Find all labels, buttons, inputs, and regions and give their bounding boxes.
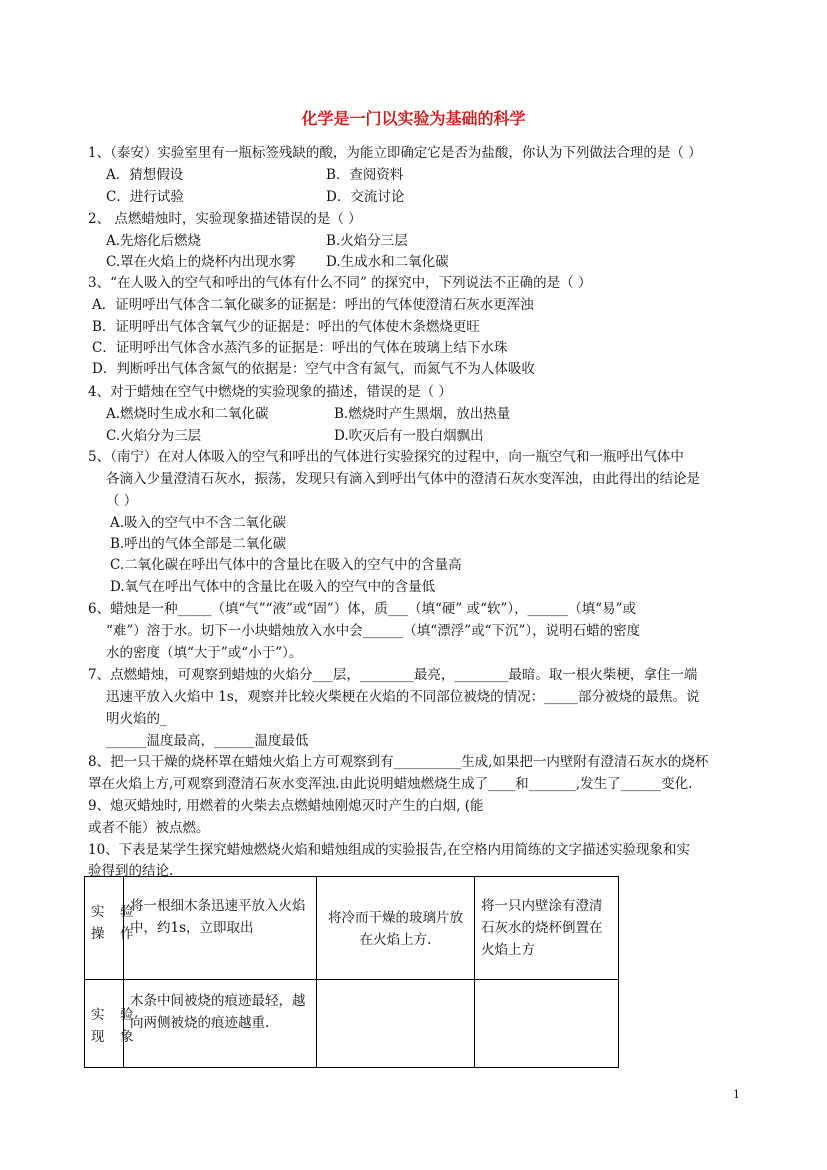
q9-line2: 或者不能）被点燃。 [88, 820, 210, 836]
q9-line1: 9、熄灭蜡烛时, 用燃着的火柴去点燃蜡烛刚熄灭时产生的白烟, (能 [88, 798, 484, 814]
q2-stem: 2、 点燃蜡烛时，实验现象描述错误的是（ ） [88, 211, 362, 227]
q3-option-a: A．证明呼出气体含二氧化碳多的证据是：呼出的气体使澄清石灰水更浑浊 [92, 297, 534, 313]
q1-option-c: C．进行试验 [106, 189, 184, 205]
q4-stem: 4、对于蜡烛在空气中燃烧的实验现象的描述，错误的是（ ） [88, 384, 452, 400]
phenomenon-cell-2[interactable] [317, 980, 475, 1068]
q5-stem-line3: （ ） [106, 493, 138, 509]
q3-option-d: D．判断呼出气体含氮气的依据是：空气中含有氮气，而氮气不为人体吸收 [92, 361, 535, 377]
q1-stem: 1、（泰安）实验室里有一瓶标签残缺的酸，为能立即确定它是否为盐酸，你认为下列做法合理的是（ ） [88, 145, 702, 161]
q1-option-a: A．猜想假设 [106, 167, 184, 183]
q7-line2: 迅速平放入火焰中 1s，观察并比较火柴梗在火焰的不同部位被烧的情况：_____部分被烧的最焦。说 [106, 689, 700, 705]
operation-cell-1: 将一根细木条迅速平放入火焰中，约1s，立即取出 [124, 877, 317, 980]
phenomenon-cell-3[interactable] [475, 980, 619, 1068]
q5-stem-line2: 各滴入少量澄清石灰水，振荡，发现只有滴入到呼出气体中的澄清石灰水变浑浊，由此得出的结论是 [106, 471, 700, 487]
q6-line3: 水的密度（填“大于”或“小于”）。 [106, 645, 303, 661]
q5-option-d: D.氧气在呼出气体中的含量比在吸入的空气中的含量低 [110, 579, 436, 595]
q3-option-b: B．证明呼出气体含氧气少的证据是：呼出的气体使木条燃烧更旺 [92, 319, 480, 335]
q2-option-c: C.罩在火焰上的烧杯内出现水雾 [106, 254, 296, 270]
q6-line2: “难”）溶于水。切下一小块蜡烛放入水中会______（填“漂浮”或“下沉”），说明石蜡的密度 [106, 623, 641, 639]
q1-option-b: B．查阅资料 [326, 167, 404, 183]
q4-option-c: C.火焰分为三层 [106, 428, 202, 444]
q4-option-b: B.燃烧时产生黑烟，放出热量 [334, 406, 511, 422]
q8-line1: 8、把一只干燥的烧杯罩在蜡烛火焰上方可观察到有__________生成,如果把一内壁附有澄清石灰水的烧杯 [88, 754, 709, 770]
q3-stem: 3、“在人吸入的空气和呼出的气体有什么不同” 的探究中，下列说法不正确的是（ ） [88, 275, 592, 291]
page-title: 化学是一门以实验为基础的科学 [301, 109, 526, 128]
q5-option-b: B.呼出的气体全部是二氧化碳 [110, 536, 287, 552]
q7-line1: 7、点燃蜡烛，可观察到蜡烛的火焰分___层，________最亮，________最暗。取一根火柴梗，拿住一端 [88, 667, 698, 683]
page-number: 1 [733, 1088, 740, 1101]
experiment-report-table [84, 876, 619, 1068]
q8-line2: 罩在火焰上方,可观察到澄清石灰水变浑浊.由此说明蜡烛燃烧生成了____和_______,发生了______变化. [88, 776, 693, 792]
q5-stem-line1: 5、（南宁）在对人体吸入的空气和呼出的气体进行实验探究的过程中，向一瓶空气和一瓶呼出气体中 [88, 449, 684, 465]
phenomenon-cell-1: 木条中间被烧的痕迹最轻，越向两侧被烧的痕迹越重. [124, 980, 317, 1068]
q6-line1: 6、蜡烛是一种_____（填“气”“液”或“固”）体，质___（填“硬” 或“软”），______（填“易”或 [88, 601, 636, 617]
q2-option-b: B.火焰分三层 [326, 233, 408, 249]
q7-line4: ______温度最高，______温度最低 [106, 733, 309, 749]
q10-line2: 验得到的结论. [88, 863, 174, 879]
q7-line3: 明火焰的_ [106, 711, 167, 727]
q5-option-a: A.吸入的空气中不含二氧化碳 [110, 515, 287, 531]
operation-cell-2: 将冷而干燥的玻璃片放在火焰上方. [317, 877, 475, 980]
q2-option-a: A.先熔化后燃烧 [106, 233, 202, 249]
q3-option-c: C．证明呼出气体含水蒸汽多的证据是：呼出的气体在玻璃上结下水珠 [92, 340, 508, 356]
q1-option-d: D．交流讨论 [326, 189, 405, 205]
header-experiment-phenomenon: 实 现 验 象 [85, 980, 124, 1068]
q5-option-c: C.二氧化碳在呼出气体中的含量比在吸入的空气中的含量高 [110, 557, 462, 573]
q10-line1: 10、下表是某学生探究蜡烛燃烧火焰和蜡烛组成的实验报告,在空格内用简练的文字描述实验现象和实 [88, 842, 690, 858]
operation-cell-3: 将一只内壁涂有澄清石灰水的烧杯倒置在火焰上方 [475, 877, 619, 980]
q4-option-d: D.吹灭后有一股白烟飘出 [334, 428, 484, 444]
q2-option-d: D.生成水和二氧化碳 [326, 254, 449, 270]
header-experiment-operation: 实 操 验 作 [85, 877, 124, 980]
q4-option-a: A.燃烧时生成水和二氧化碳 [106, 406, 269, 422]
